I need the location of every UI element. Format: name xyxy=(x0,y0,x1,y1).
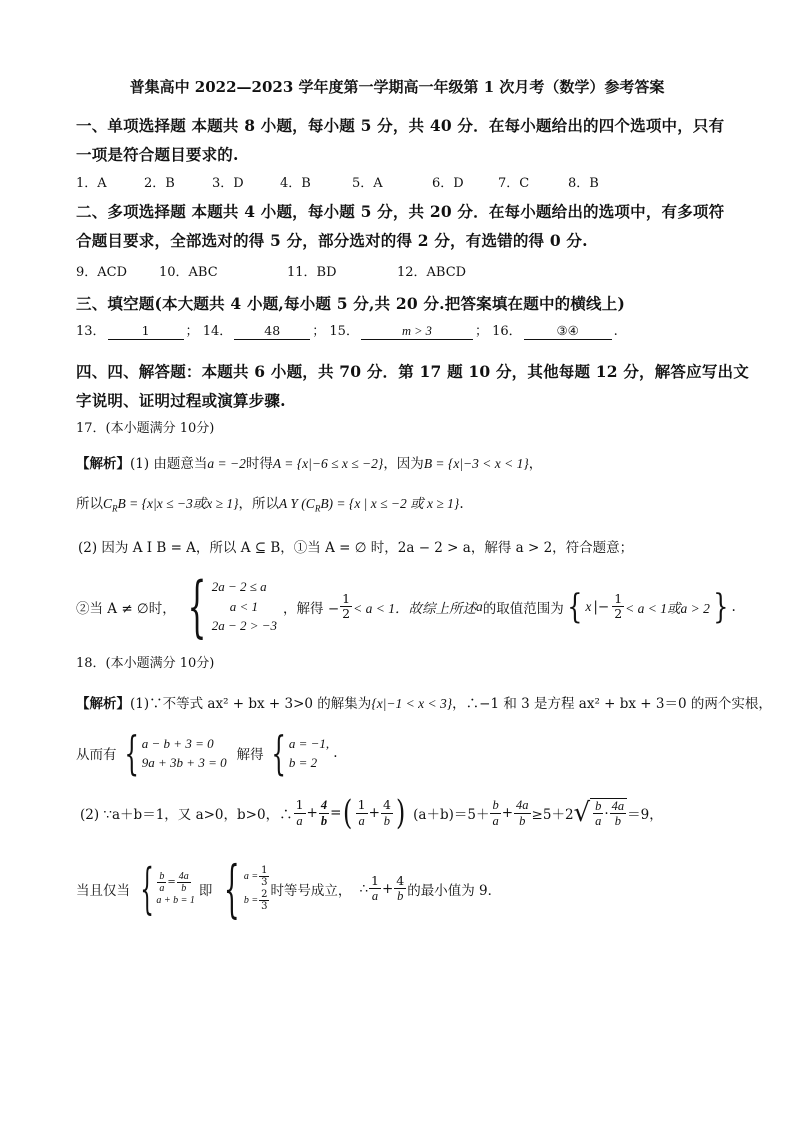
problem-17-header: 17．(本小题满分 10分) xyxy=(76,421,215,436)
p17-line2: 所以$C_RB = \{x|x \le -3$或x ≥ 1}，所以A Y $(C_RB) = \{x$ | x ≤ −2 或 x ≥ 1}. xyxy=(76,496,464,514)
section1-heading-line2: 一项是符合题目要求的. xyxy=(76,145,239,164)
answer-item: 4．B xyxy=(280,176,311,191)
section4-heading-line1: 四、四、解答题：本题共 6 小题，共 70 分．第 17 题 10 分，其他每题 12 分，解答应写出文 xyxy=(76,362,749,381)
p18-line3: (2) ∵a＋b＝1，又 a>0，b>0，∴ $\frac{1}{a}$ + $\frac{4}{b}$ = ( $\frac{1}{a}$ + $\frac{4}{b}$ ) (a＋b)＝5＋ $\frac{b}{a}$ + $\frac{4a}{b}$ ≥5＋2 √ $\frac{b}{a}$ · $\frac{4a}{b}$ ＝9， xyxy=(80,793,663,833)
answer-item: 11．BD xyxy=(287,265,337,280)
blank-sep: . xyxy=(613,324,618,339)
fill-blank-answers xyxy=(76,320,618,340)
blank-label: 13． xyxy=(76,324,106,339)
section4-heading-line2: 字说明、证明过程或演算步骤. xyxy=(76,391,286,410)
p17-line1: 【解析】(1) 由题意当a = −2时得A = {x|−6 ≤ x ≤ −2}，因为B = {x|−3 < x < 1}， xyxy=(76,456,543,472)
p18-line1: 【解析】(1)∵不等式 ax² + bx + 3>0 的解集为{x|−1 < x < 3}，∴−1 和 3 是方程 ax² + bx + 3＝0 的两个实根， xyxy=(76,696,772,712)
blank-answer: 48 xyxy=(234,323,310,340)
answer-item: 3．D xyxy=(212,176,244,191)
answer-item: 5．A xyxy=(352,176,383,191)
section2-heading-line2: 合题目要求，全部选对的得 5 分，部分选对的得 2 分，有选错的得 0 分. xyxy=(76,231,588,250)
answer-item: 10．ABC xyxy=(159,265,218,280)
solution-tag: 【解析】 xyxy=(76,456,130,472)
answer-item: 2．B xyxy=(144,176,175,191)
p18-line4: 当且仅当 { $\frac{b}{a}$ = $\frac{4a}{b}$ a + b = 1 即 { a = $\frac{1}{3}$ b = $\frac{2}{3}$ 时等号成立， ∴ $\frac{1}{a}$ + $\frac{4}{b}$ 的最小值为 9． xyxy=(76,852,502,925)
blank-answer: 1 xyxy=(108,323,184,340)
solution-system: { a = −1, b = 2 xyxy=(270,726,330,780)
p17-line3: (2) 因为 A I B = A，所以 A ⊆ B，①当 A = ∅ 时，2a − 2 > a，解得 a > 2，符合题意； xyxy=(78,540,634,556)
page-title: 普集高中 2022—2023 学年度第一学期高一年级第 1 次月考（数学）参考答案 xyxy=(129,78,665,96)
fraction: $\frac{1}{2}$ xyxy=(342,590,351,621)
blank-sep: ； xyxy=(185,324,199,339)
answer-item: 1．A xyxy=(76,176,107,191)
answer-item: 6．D xyxy=(432,176,464,191)
solution-tag: 【解析】 xyxy=(76,696,130,712)
value-system: { a = $\frac{1}{3}$ b = $\frac{2}{3}$ xyxy=(224,852,268,925)
blank-label: 15． xyxy=(329,324,359,339)
answer-item: 12．ABCD xyxy=(397,265,467,280)
square-root: √ $\frac{b}{a}$ · $\frac{4a}{b}$ xyxy=(574,798,628,829)
blank-sep: ； xyxy=(312,324,326,339)
answer-item: 8．B xyxy=(568,176,599,191)
blank-label: 14． xyxy=(202,324,233,339)
p18-line2: 从而有 { a − b + 3 = 0 9a + 3b + 3 = 0 解得 { a = −1, b = 2 . xyxy=(76,726,338,780)
section2-heading-line1: 二、多项选择题 本题共 4 小题，每小题 5 分，共 20 分．在每小题给出的选项中，有多项符 xyxy=(76,202,725,221)
section3-heading: 三、填空题(本大题共 4 小题,每小题 5 分,共 20 分.把答案填在题中的横线上) xyxy=(76,294,625,313)
condition-system: { $\frac{b}{a}$ = $\frac{4a}{b}$ a + b = 1 xyxy=(140,857,195,920)
section1-heading-line1: 一、单项选择题 本题共 8 小题，每小题 5 分，共 40 分．在每小题给出的四个选项中，只有 xyxy=(76,116,725,135)
blank-label: 16． xyxy=(492,324,522,339)
section2-answers xyxy=(76,261,477,280)
fraction: $\frac{1}{2}$ xyxy=(614,590,623,621)
blank-sep: ； xyxy=(474,324,488,339)
section1-answers xyxy=(76,172,628,191)
p17-line4: ②当 A ≠ ∅时， { 2a − 2 ≤ a a < 1 2a − 2 > −3 ，解得 − $\frac{1}{2}$ < a < 1．故综上所述 a 的取值范围为 { x |− $\frac{1}{2}$ < a < 1或a > 2 } . xyxy=(76,568,736,645)
blank-answer: m > 3 xyxy=(361,323,473,340)
blank-answer: ③④ xyxy=(524,323,612,340)
problem-18-header: 18．(本小题满分 10分) xyxy=(76,656,215,671)
answer-item: 9．ACD xyxy=(76,265,128,280)
inequality-system: { 2a − 2 ≤ a a < 1 2a − 2 > −3 xyxy=(187,568,278,645)
answer-item: 7．C xyxy=(498,176,530,191)
equation-system: { a − b + 3 = 0 9a + 3b + 3 = 0 xyxy=(123,726,227,780)
